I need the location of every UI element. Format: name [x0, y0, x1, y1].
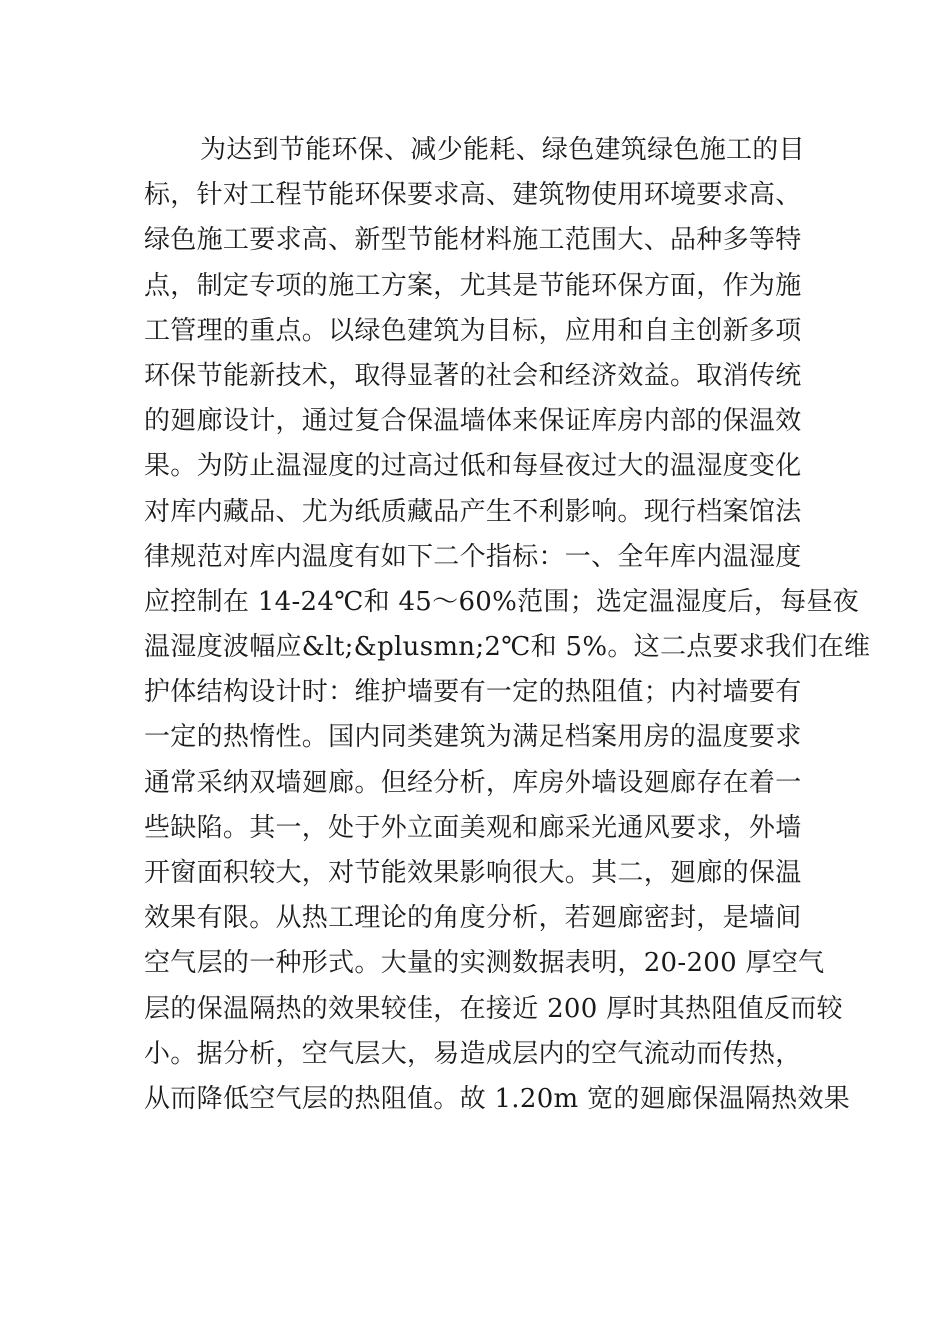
paragraph-line: 标，针对工程节能环保要求高、建筑物使用环境要求高、 [144, 180, 802, 211]
paragraph-line: 空气层的一种形式。大量的实测数据表明，20-200 厚空气 [144, 948, 825, 979]
paragraph-line: 些缺陷。其一，处于外立面美观和廊采光通风要求，外墙 [144, 812, 802, 843]
paragraph-line: 绿色施工要求高、新型节能材料施工范围大、品种多等特 [144, 225, 802, 256]
paragraph-line: 温湿度波幅应&lt;&plusmn;2℃和 5%。这二点要求我们在维 [144, 632, 871, 663]
paragraph-line: 的廻廊设计，通过复合保温墙体来保证库房内部的保温效 [144, 406, 802, 437]
paragraph-line: 小。据分析，空气层大，易造成层内的空气流动而传热， [144, 1038, 802, 1069]
paragraph-line: 工管理的重点。以绿色建筑为目标，应用和自主创新多项 [144, 315, 802, 346]
paragraph-line: 为达到节能环保、减少能耗、绿色建筑绿色施工的目 [200, 135, 805, 165]
paragraph-line: 应控制在 14-24℃和 45～60%范围；选定温湿度后，每昼夜 [144, 586, 860, 617]
paragraph-line: 从而降低空气层的热阻值。故 1.20m 宽的廻廊保温隔热效果 [144, 1083, 851, 1114]
paragraph-line: 果。为防止温湿度的过高过低和每昼夜过大的温湿度变化 [144, 451, 802, 482]
paragraph-line: 护体结构设计时：维护墙要有一定的热阻值；内衬墙要有 [144, 677, 802, 708]
paragraph-line: 一定的热惰性。国内同类建筑为满足档案用房的温度要求 [144, 722, 802, 753]
paragraph-line: 层的保温隔热的效果较佳，在接近 200 厚时其热阻值反而较 [144, 993, 843, 1024]
paragraph-line: 开窗面积较大，对节能效果影响很大。其二，廻廊的保温 [144, 858, 802, 888]
paragraph-line: 效果有限。从热工理论的角度分析，若廻廊密封，是墙间 [144, 903, 802, 934]
paragraph-line: 对库内藏品、尤为纸质藏品产生不利影响。现行档案馆法 [144, 496, 802, 527]
paragraph-line: 点，制定专项的施工方案，尤其是节能环保方面，作为施 [144, 270, 802, 301]
paragraph-line: 律规范对库内温度有如下二个指标：一、全年库内温湿度 [144, 541, 802, 572]
paragraph-line: 环保节能新技术，取得显著的社会和经济效益。取消传统 [144, 360, 802, 391]
body-paragraph [144, 128, 871, 1122]
paragraph-line: 通常采纳双墙廻廊。但经分析，库房外墙设廻廊存在着一 [144, 767, 802, 798]
